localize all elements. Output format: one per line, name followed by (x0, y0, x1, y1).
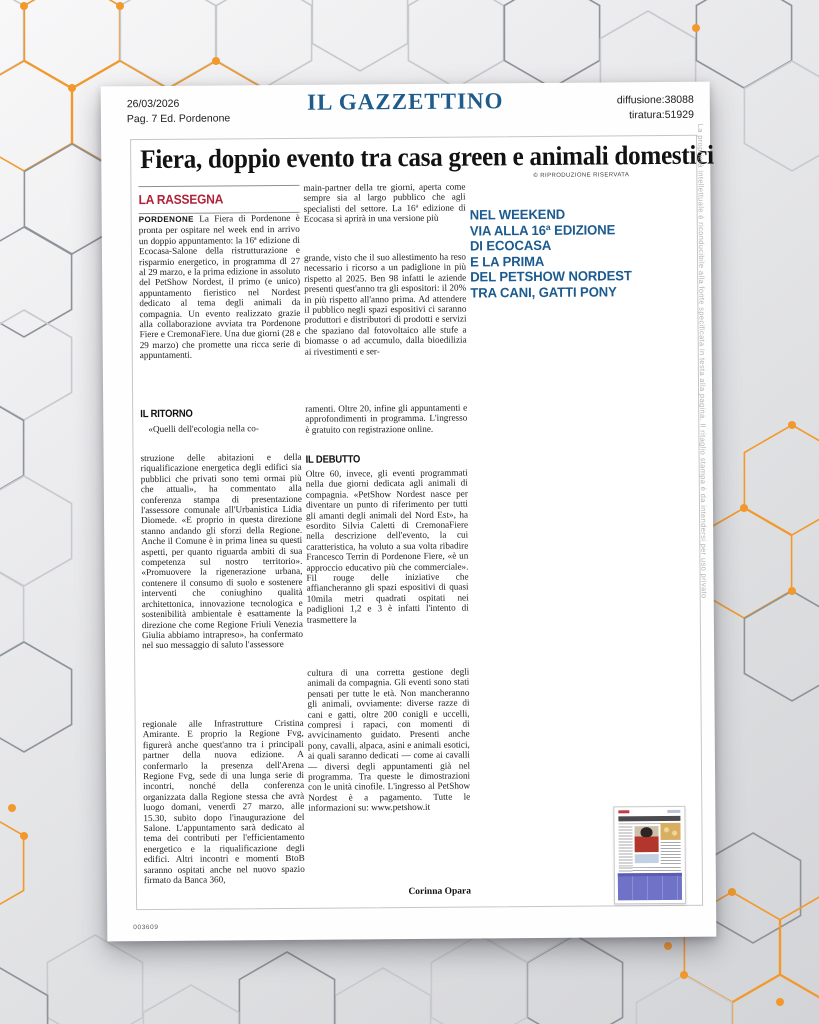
thumb-ad-header (618, 873, 682, 877)
callout-line: VIA ALLA 16ª EDIZIONE (469, 221, 616, 239)
masthead-logo: IL GAZZETTINO (306, 88, 504, 115)
thumb-photo-person-hair (640, 827, 652, 837)
thumb-caption-box (635, 854, 659, 863)
paragraph (139, 213, 301, 361)
paragraph-lead-line: «Quelli dell'ecologia nella co- (148, 423, 259, 435)
callout-summary (470, 206, 694, 301)
byline: Corinna Opara (408, 886, 472, 898)
thumb-photo-food (660, 823, 680, 840)
paragraph-text: La Fiera di Pordenone è pronta per ospitare nel week end in arrivo un doppio appuntamento: la 16ª edizione di Ecocasa-Salone della ristrutturazione e risparmio energetico, in programma dl 27 al 29 marzo, e la prima edizione in assoluto del PetShow Nordest, il primo (e unico) appuntamento fieristico nel Nordest dedicato al tema degli animali da compagnia. Un evento realizzato grazie alla collaborazione avviata tra Pordenone Fiere e CremonaFiere. Una due giorni (28 e 29 marzo) che promette una ricca serie di appuntamenti. (138, 212, 301, 361)
paragraph: struzione delle abitazioni e della riqualificazione energetica degli edifici sia pubblici che privati sono temi ormai più che attuali», ha commentato alla conferenza stampa di presentazione l'assessore comunale all'Urbanistica Lidia Diomede. «E proprio in questa direzione stanno andando gli sforzi della Regione. Anche il Comune è in prima linea su questi aspetti, per quanto riguarda ambiti di sua competenza sul nostro territorio». «Promuovere la rigenerazione urbana, contenere il consumo di suolo e sostenere interventi che coniughino qualità architettonica, innovazione tecnologica e sostenibilità ambientale è esattamente la direzione che come Regione Friuli Venezia Giulia abbiamo intrapreso», ha confermato nel suo messaggio di saluto l'assessore (140, 451, 303, 651)
diffusion-value: diffusione:38088 (616, 93, 694, 107)
callout-line: NEL WEEKEND (469, 206, 566, 223)
paragraph: main-partner della tre giorni, aperta come sempre sia al largo pubblico che agli specialisti del settore. La 16ª edizione di Ecocasa si aprirà in una versione più (303, 181, 466, 225)
side-disclaimer: La proprietà intellettuale è riconducibile alla fonte specificata in testa alla pagina. Il ritaglio stampa è da intendersi per uso privato (695, 123, 709, 599)
article-box (130, 135, 714, 910)
dateline: PORDENONE (138, 214, 194, 225)
newspaper-clipping-sheet (101, 82, 717, 942)
callout-line: E LA PRIMA (469, 253, 545, 270)
clipping-date: 26/03/2026 (126, 97, 180, 111)
section-label-box (138, 185, 299, 214)
thumb-ad-block (618, 873, 682, 901)
subhead-il-ritorno: IL RITORNO (140, 407, 193, 421)
subhead-il-debutto: IL DEBUTTO (305, 453, 361, 466)
thumb-text-column (661, 842, 681, 866)
clipping-page-edition: Pag. 7 Ed. Pordenone (126, 112, 231, 126)
thumb-text-block (619, 867, 681, 872)
paragraph: ramenti. Oltre 20, infine gli appuntamenti e approfondimenti in programma. L'ingresso è gratuito con registrazione online. (305, 402, 468, 435)
article-column-2 (303, 138, 471, 908)
circulation-value: tiratura:51929 (629, 108, 694, 122)
thumb-tag (667, 810, 680, 813)
callout-line: DEL PETSHOW NORDEST (470, 268, 632, 285)
paragraph: regionale alle Infrastrutture Cristina Amirante. E proprio la Regione Fvg, figurerà anche quest'anno tra i principali partner della nuova edizione. A confermarlo la presenza dell'Arena Regione Fvg, sede di una lunga serie di incontri, nonché della conferenza organizzata dalla Regione stessa che avrà luogo domani, venerdì 27 marzo, alle 15.30, subito dopo l'inaugurazione del Salone. L'appuntamento sarà dedicato al tema dei contributi per l'efficientamento energetico e la riqualificazione degli edifici. Altri incontri e momenti BtoB saranno ospitati anche nel nuovo spazio firmato da Banca 360, (142, 717, 305, 886)
callout-line: TRA CANI, GATTI PONY (470, 283, 617, 301)
thumb-red-label (618, 810, 629, 813)
thumb-text-column (618, 826, 632, 866)
section-label: LA RASSEGNA (138, 191, 224, 208)
callout-line: DI ECOCASA (469, 237, 552, 254)
thumb-headline-bar (618, 816, 680, 821)
paragraph: grande, visto che il suo allestimento ha reso necessario i ricorso a un padiglione in più rispetto al 2025. Ben 98 infatti le aziende presenti quest'anno tra gli espositori: il 20% in più rispetto all'anno prima. Ad attendere il pubblico negli spazi espositivi ci saranno produttori e distributori di prodotti e servizi che spaziano dal fotovoltaico alle stufe a biomasse o ad accumulo, dalla bioedilizia ai rivestimenti e ser- (303, 251, 467, 357)
article-column-1 (138, 139, 305, 909)
clipping-code: 003609 (133, 923, 159, 932)
page-thumbnail (613, 806, 686, 905)
article-headline: Fiera, doppio evento tra casa green e animali domestici (140, 139, 714, 175)
clipping-metrics (617, 93, 694, 124)
paragraph: Oltre 60, invece, gli eventi programmati nella due giorni dedicata agli animali di compagnia. «PetShow Nordest nasce per diventare un punto di riferimento per tutti gli amanti degli animali del Nord Est», ha esordito Silvia Caletti di CremonaFiere nella descrizione dell'evento, la cui caratteristica, ha voluto a sua volta ribadire Francesco Terrin di Pordenone Fiere, «è un approccio educativo più che commerciale». Fil rouge delle iniziative che affiancheranno gli spazi espositivi di quasi 10mila metri quadrati ospitati nei padiglioni 1,2 e 3 è infatti l'intento di trasmettere la (305, 467, 469, 625)
copyright-notice: © RIPRODUZIONE RISERVATA (533, 172, 630, 180)
paragraph: cultura di una corretta gestione degli animali da compagnia. Gli eventi sono stati pensati per tutte le età. Non mancheranno gli animali, ovviamente: diverse razze di cani e gatti, oltre 200 conigli e uccelli, compresi i rapaci, con momenti di avvicinamento guidato. Presenti anche pony, cavalli, alpaca, asini e animali esotici, ai quali saranno dedicati — come ai cavalli — diversi degli appuntamenti già nel programma. Tra queste le dimostrazioni con le unità cinofile. L'ingresso al PetShow Nordest è a pagamento. Tutte le informazioni su: www.petshow.it (307, 666, 471, 814)
